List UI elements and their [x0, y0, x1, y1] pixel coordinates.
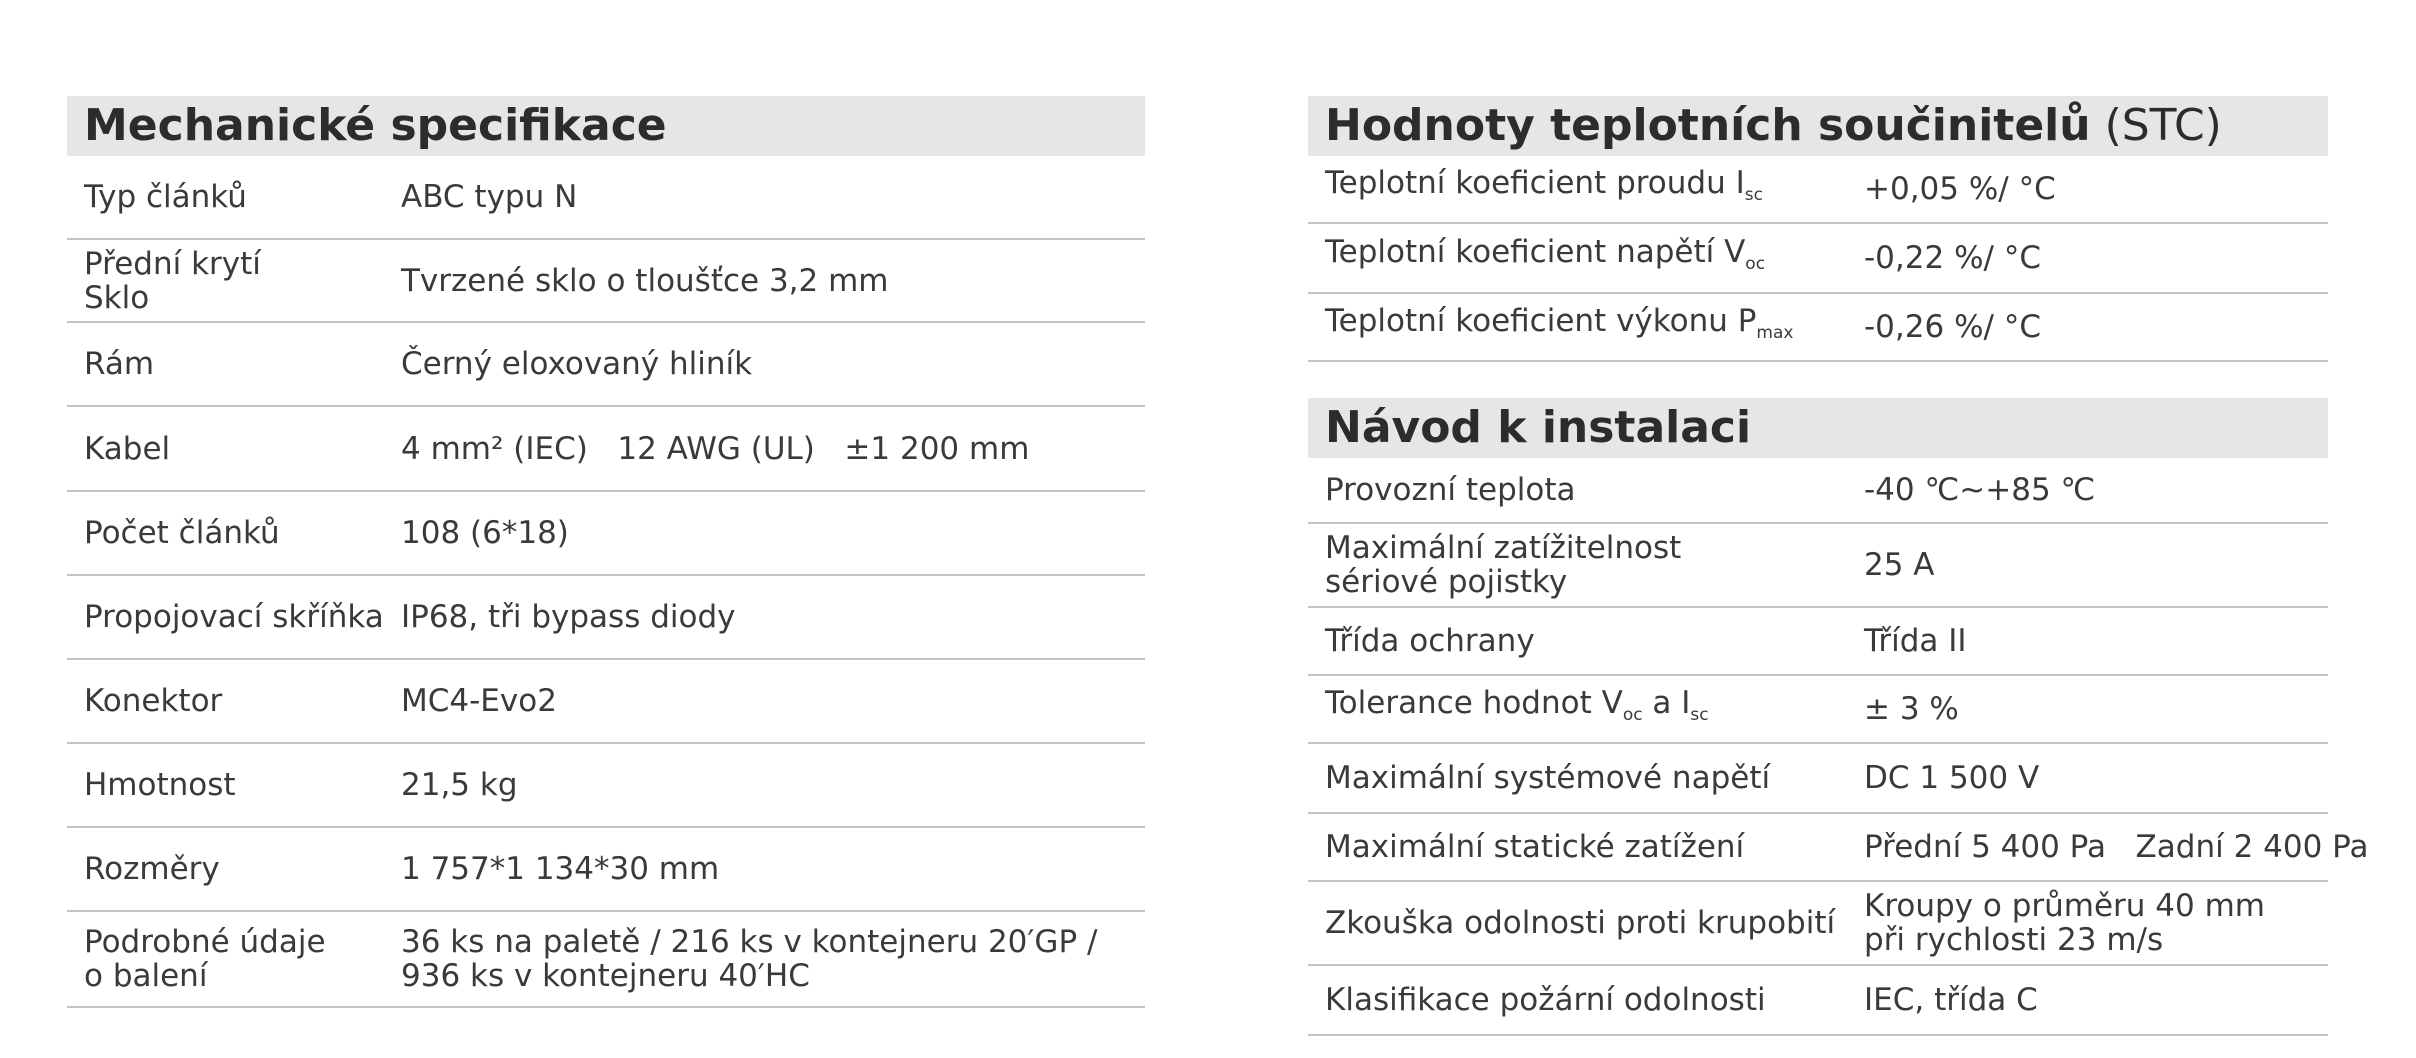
row-value: Kroupy o průměru 40 mm při rychlosti 23 m/s — [1864, 888, 2265, 958]
table-row — [67, 492, 1145, 576]
table-row — [67, 156, 1145, 240]
row-value: 36 ks na paletě / 216 ks v kontejneru 20′GP / 936 ks v kontejneru 40′HC — [401, 924, 1098, 994]
table-row — [1308, 814, 2369, 882]
row-value: ± 3 % — [1864, 691, 1959, 727]
row-label: Přední krytí Sklo — [84, 245, 261, 316]
table-row — [1308, 744, 2328, 814]
table-row — [1308, 294, 2328, 362]
row-label: Rozměry — [84, 851, 220, 887]
row-label: Tolerance hodnot $V_{oc}$ a $I_{sc}$ — [1325, 685, 1709, 725]
row-value: -40 ℃~+85 ℃ — [1864, 472, 2096, 508]
row-label: Třída ochrany — [1325, 623, 1535, 659]
row-value: Přední 5 400 Pa Zadní 2 400 Pa — [1864, 829, 2369, 865]
temperature-coefficients-table — [1308, 96, 2328, 362]
row-label: Konektor — [84, 683, 223, 719]
table-row — [67, 576, 1145, 660]
row-value: 1 757*1 134*30 mm — [401, 851, 720, 887]
row-value: MC4-Evo2 — [401, 683, 557, 719]
row-label: Hmotnost — [84, 767, 236, 803]
mechanical-specs-title: Mechanické specifikace — [84, 100, 667, 151]
mechanical-specs-header — [67, 96, 1145, 156]
row-value: +0,05 %/ °C — [1864, 171, 2056, 207]
temperature-coefficients-header — [1308, 96, 2328, 156]
row-label: Propojovací skříňka — [84, 599, 384, 635]
row-value: Tvrzené sklo o tloušťce 3,2 mm — [401, 262, 889, 299]
row-label: Klasifikace požární odolnosti — [1325, 982, 1766, 1018]
mechanical-specs-table — [67, 96, 1145, 1008]
row-label: Počet článků — [84, 515, 280, 551]
table-row — [67, 744, 1145, 828]
row-label: Kabel — [84, 430, 171, 467]
table-row — [1308, 882, 2328, 966]
row-label: Rám — [84, 346, 155, 382]
row-value: -0,26 %/ °C — [1864, 309, 2041, 345]
row-value: 108 (6*18) — [401, 515, 569, 551]
table-row — [67, 323, 1145, 407]
row-label: Podrobné údaje o balení — [84, 924, 326, 994]
installation-title: Návod k instalaci — [1325, 402, 1752, 453]
row-label: Maximální systémové napětí — [1325, 760, 1771, 796]
row-label: Maximální statické zatížení — [1325, 829, 1745, 865]
table-row — [1308, 608, 2328, 676]
row-value: DC 1 500 V — [1864, 760, 2040, 796]
row-value: ABC typu N — [401, 179, 578, 215]
row-label: Maximální zatížitelnost sériové pojistky — [1325, 530, 1682, 600]
row-value: 4 mm² (IEC) 12 AWG (UL) ±1 200 mm — [401, 430, 1030, 467]
row-label: Provozní teplota — [1325, 472, 1576, 508]
table-row — [1308, 458, 2328, 524]
row-label: Teplotní koeficient proudu $I_{sc}$ — [1325, 165, 1763, 205]
table-row — [1308, 156, 2328, 224]
row-label: Teplotní koeficient výkonu $P_{max}$ — [1325, 303, 1794, 343]
table-row — [67, 828, 1145, 912]
row-value: Třída II — [1864, 623, 1967, 659]
row-value: IP68, tři bypass diody — [401, 599, 736, 635]
table-row — [67, 660, 1145, 744]
row-value: IEC, třída C — [1864, 982, 2038, 1018]
row-label: Zkouška odolnosti proti krupobití — [1325, 905, 1836, 941]
table-row — [1308, 676, 2328, 744]
temperature-coefficients-title: Hodnoty teplotních součinitelů (STC) — [1325, 100, 2222, 151]
table-row — [67, 240, 1145, 323]
row-value: -0,22 %/ °C — [1864, 240, 2041, 276]
row-value: 21,5 kg — [401, 767, 518, 803]
row-value: Černý eloxovaný hliník — [401, 346, 753, 382]
installation-table — [1308, 398, 2369, 1036]
table-row — [1308, 224, 2328, 294]
row-label: Teplotní koeficient napětí $V_{oc}$ — [1325, 234, 1766, 274]
installation-header — [1308, 398, 2328, 458]
table-row — [1308, 524, 2328, 608]
row-value: 25 A — [1864, 547, 1935, 583]
table-row — [1308, 966, 2328, 1036]
row-label: Typ článků — [84, 179, 247, 215]
table-row — [67, 407, 1145, 492]
table-row — [67, 912, 1145, 1008]
